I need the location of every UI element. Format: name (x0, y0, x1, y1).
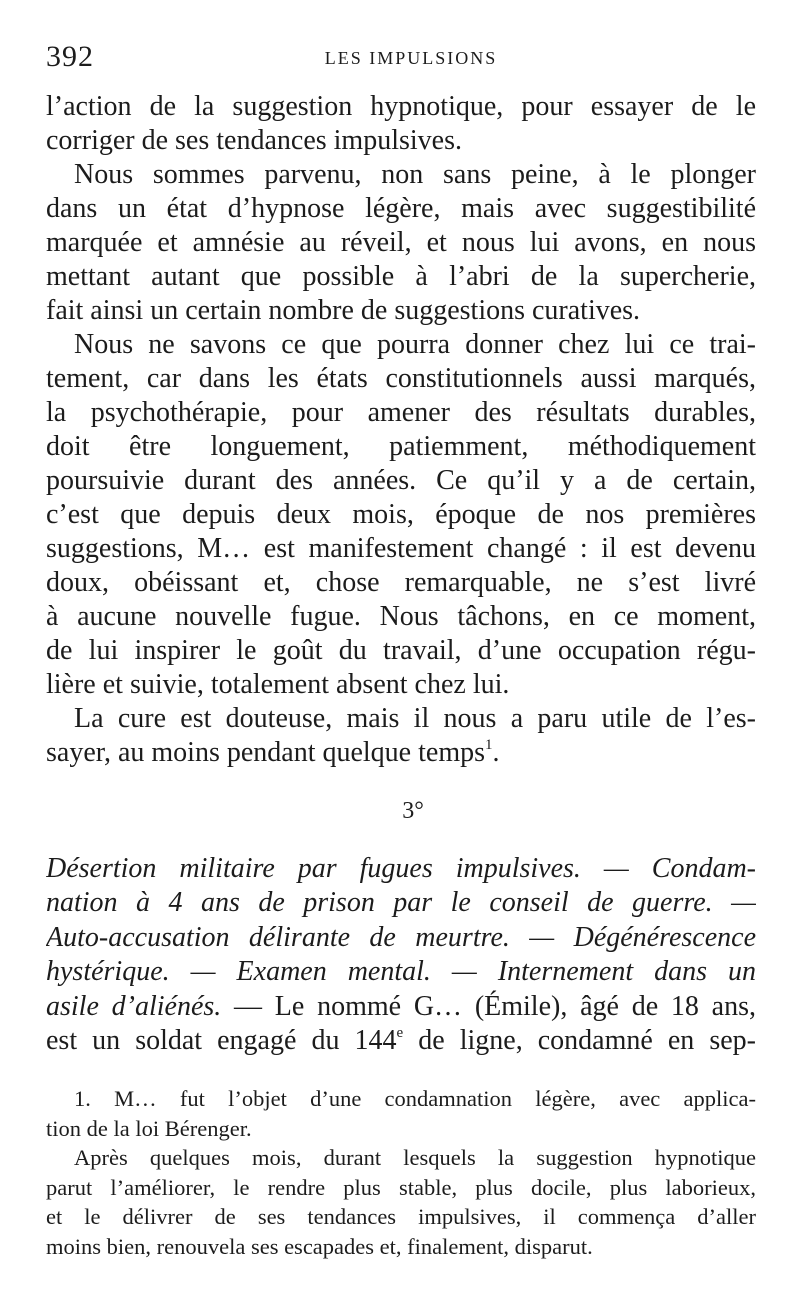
footnote-line: parut l’améliorer, le rendre plus stable, plus docile, plus laborieux, (46, 1174, 756, 1200)
text-line: l’action de la suggestion hypnotique, pour essayer de le (46, 91, 756, 122)
main-text (46, 90, 756, 770)
text-line: suggestions, M… est manifestement changé : il est devenu (46, 533, 756, 564)
text-line: lière et suivie, totalement absent chez lui. (46, 669, 510, 700)
text-segment: de ligne, condamné en sep- (403, 1024, 756, 1056)
text-line: Nous sommes parvenu, non sans peine, à le plonger (74, 159, 756, 190)
case-title-line: Désertion militaire par fugues impulsives. — Condam- (46, 853, 756, 884)
footnote-line: moins bien, renouvela ses escapades et, finalement, disparut. (46, 1233, 593, 1259)
text-line (46, 1024, 756, 1058)
page-number: 392 (46, 40, 94, 73)
text-segment: . (492, 737, 500, 768)
ordinal-suffix: e (396, 1024, 404, 1041)
text-line (46, 990, 756, 1024)
case-title-line: hystérique. — Examen mental. — Internement dans un (46, 956, 756, 988)
text-line: de lui inspirer le goût du travail, d’une occupation régu- (46, 635, 756, 666)
text-line: la psychothérapie, pour amener des résultats durables, (46, 397, 756, 428)
text-line: corriger de ses tendances impulsives. (46, 125, 462, 156)
text-line: dans un état d’hypnose légère, mais avec suggestibilité (46, 193, 756, 224)
text-line: doux, obéissant et, chose remarquable, ne s’est livré (46, 567, 756, 598)
text-segment: est un soldat engagé du 144 (46, 1024, 397, 1056)
text-line: à aucune nouvelle fugue. Nous tâchons, en ce moment, (46, 601, 756, 632)
footnote-line: tion de la loi Bérenger. (46, 1115, 252, 1141)
text-line: poursuivie durant des années. Ce qu’il y a de certain, (46, 465, 756, 496)
case-title-line: Auto-accusation délirante de meurtre. — Dégénérescence (46, 921, 756, 953)
text-line: La cure est douteuse, mais il nous a paru utile de l’es- (74, 703, 756, 734)
text-line (46, 736, 756, 770)
text-segment: — Le nommé G… (Émile), âgé de 18 ans, (221, 990, 756, 1022)
footnote-ref[interactable]: 1 (485, 737, 493, 753)
text-segment: sayer, au moins pendant quelque temps (46, 737, 485, 768)
footnote-line: 1. M… fut l’objet d’une condamnation légère, avec applica- (74, 1086, 756, 1111)
text-line: marquée et amnésie au réveil, et nous lui avons, en nous (46, 227, 756, 258)
running-title: LES IMPULSIONS (324, 48, 498, 68)
case-title-segment: asile d’aliénés. (46, 990, 222, 1022)
case-title-line: nation à 4 ans de prison par le conseil de guerre. — (46, 887, 756, 919)
text-line: mettant autant que possible à l’abri de la supercherie, (46, 261, 756, 292)
case-description (46, 852, 756, 1058)
text-line: fait ainsi un certain nombre de suggestions curatives. (46, 295, 641, 326)
footnotes (46, 1084, 756, 1261)
text-line: Nous ne savons ce que pourra donner chez lui ce trai- (74, 329, 756, 360)
text-line: c’est que depuis deux mois, époque de nos premières (46, 499, 756, 530)
text-line: tement, car dans les états constitutionnels aussi marqués, (46, 363, 756, 394)
footnote-line: Après quelques mois, durant lesquels la suggestion hypnotique (74, 1145, 756, 1170)
text-line: doit être longuement, patiemment, méthodiquement (46, 431, 756, 462)
page-header (46, 38, 756, 78)
footnote-line: et le délivrer de ses tendances impulsives, il commença d’aller (46, 1204, 756, 1229)
section-number: 3° (402, 798, 424, 824)
